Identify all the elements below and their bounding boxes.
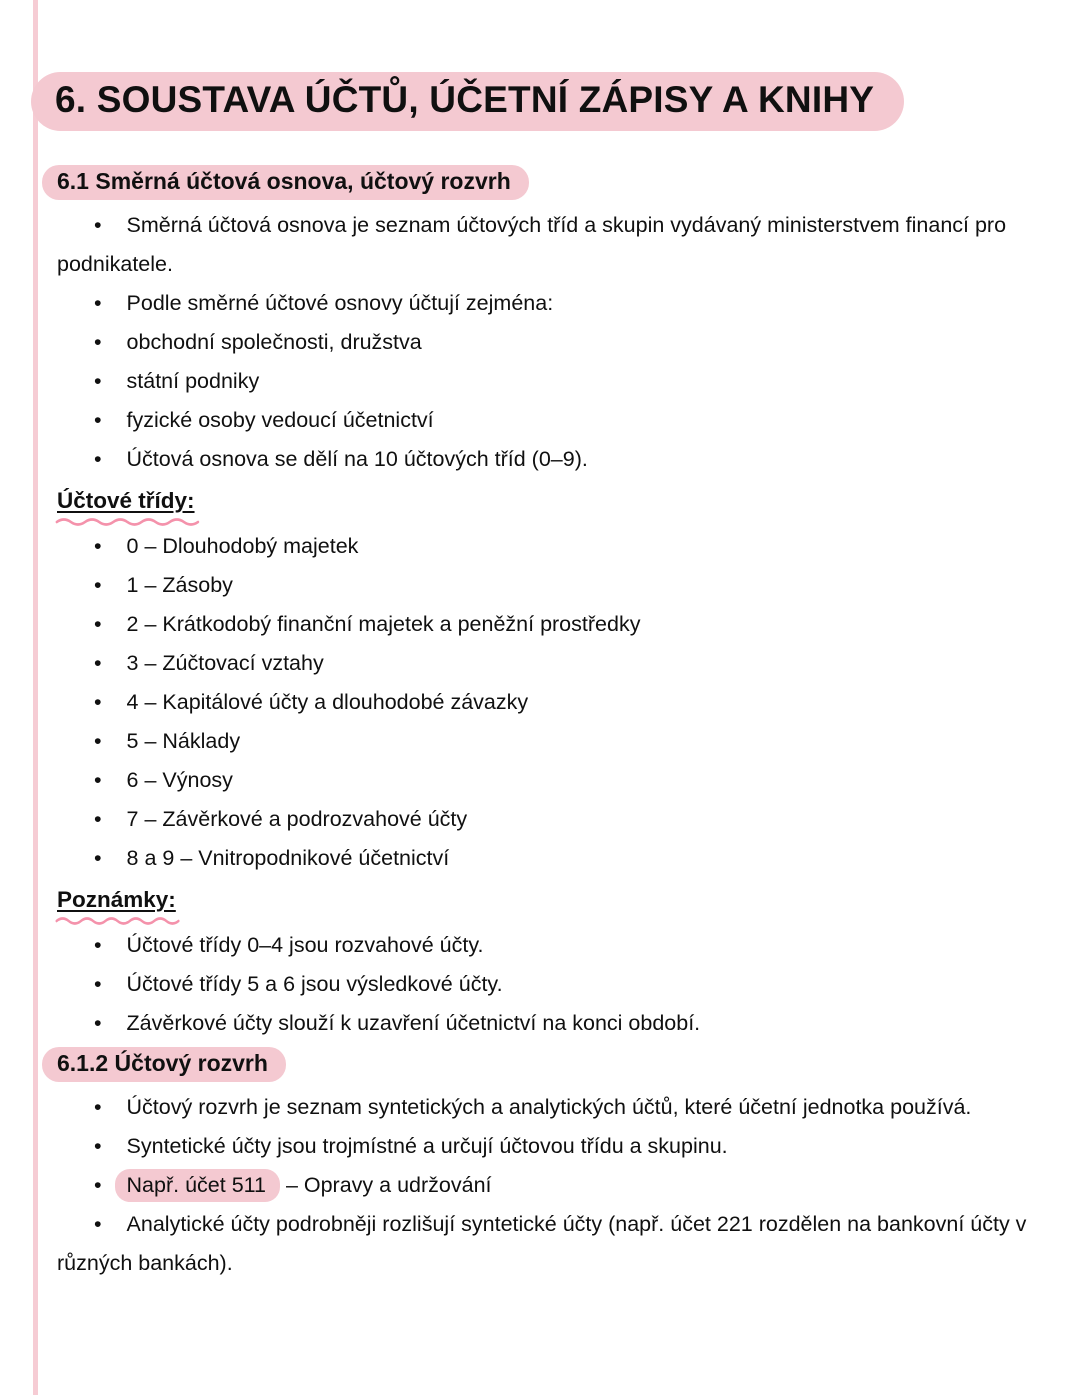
bullet-item — [57, 1127, 1038, 1166]
bullet-text: 0 – Dlouhodobý majetek — [126, 534, 359, 558]
bullet-icon: • — [94, 651, 102, 675]
account-classes-list — [57, 527, 1038, 878]
bullet-icon: • — [94, 768, 102, 792]
bullet-icon: • — [94, 933, 102, 957]
bullet-item — [57, 926, 1038, 965]
account-classes-label-row — [57, 483, 1038, 519]
bullet-item — [57, 401, 1038, 440]
bullet-icon: • — [94, 1134, 102, 1158]
inline-highlight-ucet-511: Např. účet 511 — [115, 1169, 280, 1202]
bullet-item — [57, 1205, 1038, 1283]
bullet-item — [57, 362, 1038, 401]
bullet-text: 5 – Náklady — [126, 729, 241, 753]
bullet-item — [57, 722, 1038, 761]
bullet-text: 1 – Zásoby — [126, 573, 233, 597]
bullet-item — [57, 323, 1038, 362]
wavy-underline — [55, 915, 179, 925]
bullet-text: Účtové třídy 5 a 6 jsou výsledkové účty. — [126, 972, 503, 996]
label-text: Poznámky: — [57, 887, 176, 912]
bullet-text: státní podniky — [126, 369, 260, 393]
bullet-icon: • — [94, 213, 102, 237]
bullet-text: Účtové třídy 0–4 jsou rozvahové účty. — [126, 933, 484, 957]
bullet-list-6-1 — [57, 206, 1038, 479]
bullet-icon: • — [94, 1173, 102, 1197]
section-6-1 — [57, 165, 1038, 479]
bullet-item — [57, 683, 1038, 722]
bullet-item — [57, 284, 1038, 323]
bullet-text: Účtový rozvrh je seznam syntetických a analytických účtů, které účetní jednotka používá. — [126, 1095, 972, 1119]
bullet-icon: • — [94, 573, 102, 597]
notes-label-row — [57, 882, 1038, 918]
wavy-underline — [55, 516, 198, 526]
bullet-text: Účtová osnova se dělí na 10 účtových tříd (0–9). — [126, 447, 588, 471]
bullet-text: 6 – Výnosy — [126, 768, 233, 792]
bullet-text: Syntetické účty jsou trojmístné a určují účtovou třídu a skupinu. — [126, 1134, 728, 1158]
bullet-item — [57, 800, 1038, 839]
bullet-icon: • — [94, 447, 102, 471]
bullet-text: 8 a 9 – Vnitropodnikové účetnictví — [126, 846, 450, 870]
bullet-text: Závěrkové účty slouží k uzavření účetnictví na konci období. — [126, 1011, 701, 1035]
bullet-icon: • — [94, 330, 102, 354]
bullet-icon: • — [94, 408, 102, 432]
bullet-icon: • — [94, 1095, 102, 1119]
bullet-text: 7 – Závěrkové a podrozvahové účty — [126, 807, 468, 831]
bullet-icon: • — [94, 612, 102, 636]
bullet-icon: • — [94, 729, 102, 753]
bullet-icon: • — [94, 369, 102, 393]
page-title: 6. SOUSTAVA ÚČTŮ, ÚČETNÍ ZÁPISY A KNIHY — [31, 72, 904, 131]
bullet-text: Analytické účty podrobněji rozlišují syntetické účty (např. účet 221 rozdělen na bankovní účty v různých bankách). — [57, 1212, 1027, 1275]
section-heading-6-1: 6.1 Směrná účtová osnova, účtový rozvrh — [42, 165, 529, 200]
bullet-icon: • — [94, 690, 102, 714]
section-6-1-2 — [57, 1043, 1038, 1283]
bullet-text: 3 – Zúčtovací vztahy — [126, 651, 324, 675]
bullet-text: 4 – Kapitálové účty a dlouhodobé závazky — [126, 690, 529, 714]
notes-label — [57, 882, 176, 918]
bullet-item — [57, 1166, 1038, 1205]
bullet-icon: • — [94, 1011, 102, 1035]
bullet-item — [57, 527, 1038, 566]
bullet-text: Směrná účtová osnova je seznam účtových tříd a skupin vydávaný ministerstvem financí pro podnikatele. — [57, 213, 1007, 276]
notes-list — [57, 926, 1038, 1043]
bullet-icon: • — [94, 972, 102, 996]
bullet-item — [57, 839, 1038, 878]
bullet-list-6-1-2 — [57, 1088, 1038, 1283]
bullet-icon: • — [94, 534, 102, 558]
bullet-item — [57, 1004, 1038, 1043]
section-heading-6-1-2: 6.1.2 Účtový rozvrh — [42, 1047, 286, 1082]
bullet-text: 2 – Krátkodobý finanční majetek a peněžní prostředky — [126, 612, 641, 636]
bullet-item — [57, 440, 1038, 479]
bullet-text: obchodní společnosti, družstva — [126, 330, 422, 354]
bullet-item — [57, 644, 1038, 683]
bullet-item — [57, 206, 1038, 284]
bullet-icon: • — [94, 807, 102, 831]
bullet-icon: • — [94, 291, 102, 315]
bullet-icon: • — [94, 846, 102, 870]
bullet-text: Podle směrné účtové osnovy účtují zejména: — [126, 291, 554, 315]
label-text: Účtové třídy: — [57, 488, 195, 513]
bullet-text: – Opravy a udržování — [279, 1173, 492, 1197]
bullet-item — [57, 566, 1038, 605]
bullet-text: fyzické osoby vedoucí účetnictví — [126, 408, 434, 432]
bullet-item — [57, 605, 1038, 644]
bullet-item — [57, 761, 1038, 800]
bullet-item — [57, 1088, 1038, 1127]
bullet-icon: • — [94, 1212, 102, 1236]
account-classes-label — [57, 483, 195, 519]
bullet-item — [57, 965, 1038, 1004]
